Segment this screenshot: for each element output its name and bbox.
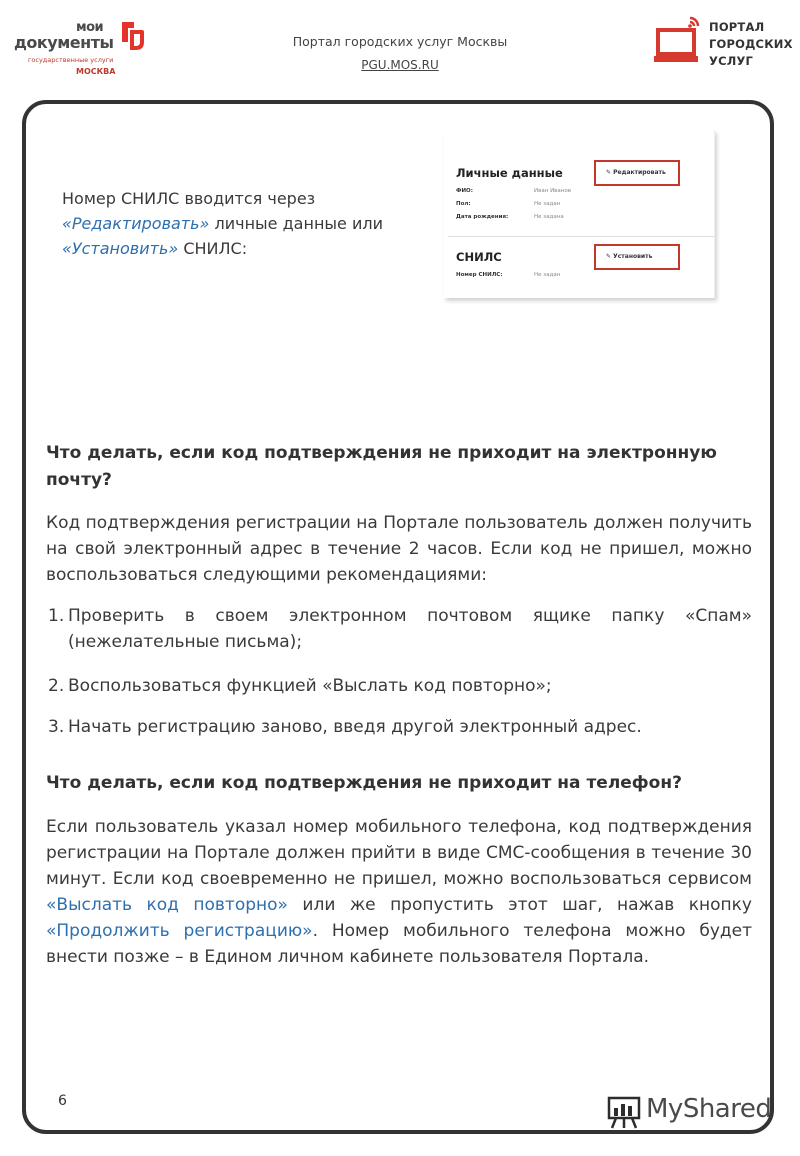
edit-button-label: Редактировать [613,169,666,176]
field-value: Не задана [534,214,564,220]
list-item [48,673,752,699]
snils-intro-text [62,186,422,261]
divider [448,236,714,237]
field-label: Пол: [456,201,471,207]
page-number: 6 [58,1093,67,1109]
presentation-board-icon [606,1094,642,1130]
moi-dokumenty-mark-icon [116,20,146,52]
set-button-label: Установить [613,253,653,260]
pencil-icon: ✎ [606,253,614,260]
phone-paragraph [46,814,752,970]
phone-question-heading: Что делать, если код подтверждения не приходит на телефон? [46,773,682,793]
logo-right-line3: УСЛУГ [709,54,754,68]
list-item [48,603,752,655]
laptop-icon [654,16,706,66]
watermark-text: MyShared [646,1094,772,1124]
intro-before: Номер СНИЛС вводится через [62,189,316,208]
set-link[interactable]: «Установить» [62,239,179,258]
logo-right-line2: ГОРОДСКИХ [709,37,793,51]
email-question-heading: Что делать, если код подтверждения не приходит на электронную почту? [46,443,717,490]
snils-title: СНИЛС [456,250,502,264]
snils-field-label: Номер СНИЛС: [456,272,503,278]
portal-title: Портал городских услуг Москвы [292,34,508,49]
snils-field-value: Не задан [534,272,561,278]
field-value: Не задан [534,201,561,207]
list-item-text: Начать регистрацию заново, введя другой электронный адрес. [68,717,642,737]
portal-link[interactable]: PGU.MOS.RU [361,58,439,72]
list-item-number: 3. [48,717,65,737]
intro-after: СНИЛС: [178,239,248,258]
moi-dokumenty-logo [14,20,136,82]
field-label: Дата рождения: [456,214,509,220]
list-item [48,714,752,740]
list-item-number: 2. [48,676,65,696]
portal-link-wrap [200,58,600,72]
edit-button[interactable] [594,160,680,186]
phone-text-middle: или же пропустить этот шаг, нажав кнопку [287,895,752,915]
edit-link[interactable]: «Редактировать» [62,214,210,233]
myshared-watermark [606,1094,776,1134]
field-label: ФИО: [456,188,473,194]
email-paragraph: Код подтверждения регистрации на Портале пользователь должен получить на свой электронный адрес в течение 2 часов. Если код не пришел, можно воспользоваться следующими рекомендациями: [46,513,752,585]
resend-code-link[interactable]: «Выслать код повторно» [46,895,288,915]
list-item-text: Воспользоваться функцией «Выслать код повторно»; [68,676,552,696]
portal-gorodskih-uslug-logo [654,16,794,76]
phone-text-before: Если пользователь указал номер мобильного телефона, код подтверждения регистрации на Портале должен прийти в виде СМС-сообщения в течение 30 минут. Если код своевременно не пришел, можно воспользоваться сервисом [46,817,752,889]
list-item-text: Проверить в своем электронном почтовом ящике папку «Спам» (нежелательные письма); [68,606,752,652]
set-button[interactable] [594,244,680,270]
logo-left-line1: мои [76,20,104,35]
personal-data-screenshot [444,130,715,298]
logo-right-line1: ПОРТАЛ [709,20,765,34]
field-value: Иван Иванов [534,188,571,194]
pencil-icon: ✎ [606,169,614,176]
continue-registration-link[interactable]: «Продолжить регистрацию» [46,921,313,941]
logo-left-line4: МОСКВА [76,67,116,76]
logo-left-line2: документы [14,33,114,52]
personal-data-title: Личные данные [456,166,563,180]
logo-left-line3: государственные услуги [28,56,114,64]
phone-text-after: . Номер мобильного телефона можно будет внести позже – в Едином личном кабинете пользователя Портала. [46,921,753,967]
list-item-number: 1. [48,606,65,626]
intro-middle: личные данные или [209,214,383,233]
